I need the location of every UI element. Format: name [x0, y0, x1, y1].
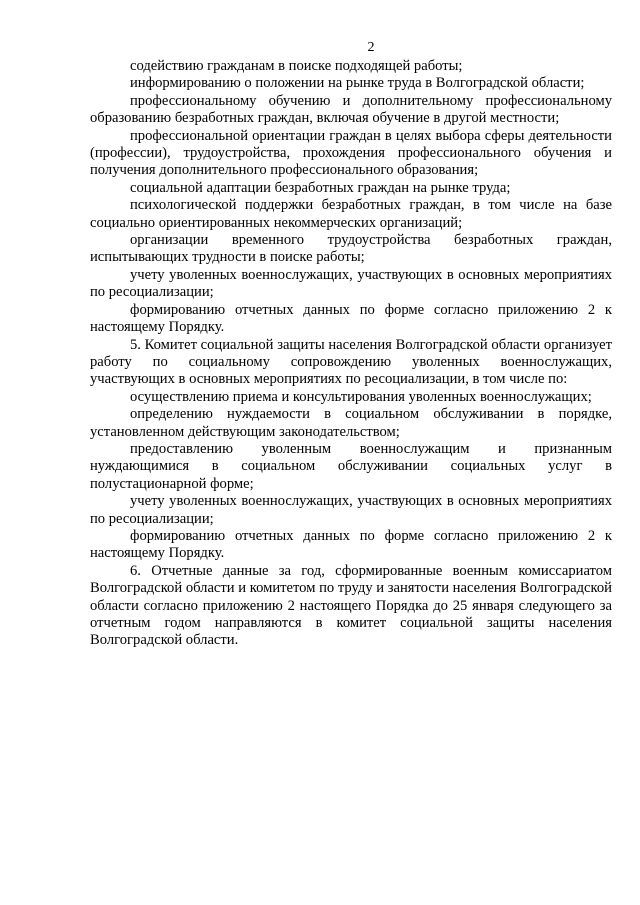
paragraph-vocational-training: профессиональному обучению и дополнительному профессиональному образованию безработных граждан, включая обучение в другой местности;: [90, 92, 612, 127]
paragraph-temporary-employment: организации временного трудоустройства безработных граждан, испытывающих трудности в поиске работы;: [90, 232, 612, 266]
paragraph-career-guidance: профессиональной ориентации граждан в целях выбора сферы деятельности (профессии), трудоустройства, прохождения профессионального обучения и получения дополнительного профессионального образования;: [90, 127, 612, 179]
paragraph-reporting-data-2: формированию отчетных данных по форме согласно приложению 2 к настоящему Порядку.: [90, 527, 612, 562]
paragraph-semi-stationary-services: предоставлению уволенным военнослужащим и признанным нуждающимися в социальном обслуживании социальных услуг в полустационарной форме;: [90, 440, 612, 492]
paragraph-section-5: 5. Комитет социальной защиты населения Волгоградской области организует работу по социальному сопровождению уволенных военнослужащих, участвующих в основных мероприятиях по ресоциализации, в том числе по:: [90, 336, 612, 388]
paragraph-psychological-support: психологической поддержки безработных граждан, в том числе на базе социально ориентированных некоммерческих организаций;: [90, 197, 612, 231]
paragraph-veterans-accounting: учету уволенных военнослужащих, участвующих в основных мероприятиях по ресоциализации;: [90, 266, 612, 301]
paragraph-veterans-accounting-2: учету уволенных военнослужащих, участвующих в основных мероприятиях по ресоциализации;: [90, 493, 612, 527]
paragraph-need-determination: определению нуждаемости в социальном обслуживании в порядке, установленном действующим законодательством;: [90, 406, 612, 440]
page-number: 2: [367, 40, 375, 55]
paragraph-social-adaptation: социальной адаптации безработных граждан на рынке труда;: [130, 179, 511, 196]
paragraph-section-6: 6. Отчетные данные за год, сформированные военным комиссариатом Волгоградской области и комитетом по труду и занятости населения Волгоградской области согласно приложению 2 настоящего Порядка до 25 января следующего за отчетным годом направляются в комитет социальной защиты населения Волгоградской области.: [90, 562, 612, 649]
paragraph-reporting-data: формированию отчетных данных по форме согласно приложению 2 к настоящему Порядку.: [90, 301, 612, 336]
paragraph-labor-market-info: информированию о положении на рынке труда в Волгоградской области;: [130, 75, 585, 92]
paragraph-job-search-assistance: содействию гражданам в поиске подходящей работы;: [130, 58, 463, 74]
paragraph-reception-consulting: осуществлению приема и консультирования уволенных военнослужащих;: [130, 388, 592, 405]
